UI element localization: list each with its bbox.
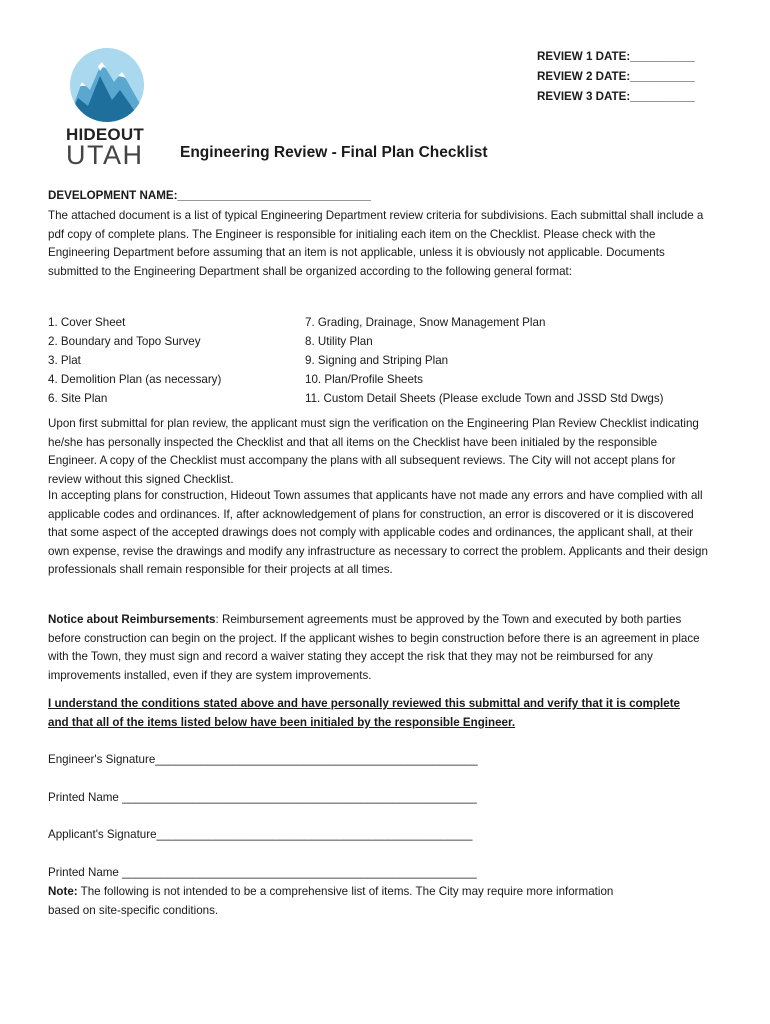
note-text: The following is not intended to be a comprehensive list of items. The City may require more information based on site-specific conditions.: [48, 885, 614, 917]
list-item: 6. Site Plan: [48, 392, 108, 405]
development-name-field: DEVELOPMENT NAME:______________________________: [48, 189, 371, 202]
list-item: 2. Boundary and Topo Survey: [48, 335, 201, 348]
applicant-signature-field: Applicant's Signature_________________________________________________: [48, 828, 473, 841]
applicant-printed-name-field: Printed Name _______________________________________________________: [48, 866, 477, 879]
hideout-utah-logo: [66, 46, 152, 168]
list-item: 1. Cover Sheet: [48, 316, 126, 329]
mountain-logo-icon: [68, 46, 146, 124]
first-submittal-paragraph: Upon first submittal for plan review, the applicant must sign the verification on the Engineering Plan Review Checklist indicating he/she has personally inspected the Checklist and that all items on the Checklist have been initialed by the responsible Engineer. A copy of the Checklist must accompany the plans with all subsequent reviews. The City will not accept plans for review without this signed Checklist.: [48, 417, 699, 486]
list-item: 7. Grading, Drainage, Snow Management Plan: [305, 316, 546, 329]
list-item: 9. Signing and Striping Plan: [305, 354, 449, 367]
accepting-plans-paragraph: In accepting plans for construction, Hideout Town assumes that applicants have not made any errors and have complied with all applicable codes and ordinances. If, after acknowledgement of plans for construction, an error is discovered or it is discovered that some aspect of the accepted drawings does not comply with applicable codes and ordinances, the applicant shall, at their own expense, revise the drawings and modify any infrastructure as necessary to correct the problem. Applicants and their design professionals shall remain responsible for their projects at all times.: [48, 489, 708, 577]
list-item: 4. Demolition Plan (as necessary): [48, 373, 222, 386]
list-item: 3. Plat: [48, 354, 81, 367]
reimbursement-label: Notice about Reimbursements: [48, 613, 216, 626]
review-3-date: REVIEW 3 DATE:__________: [537, 90, 695, 103]
reimbursement-notice: [48, 611, 708, 685]
page-title: Engineering Review - Final Plan Checklist: [180, 144, 488, 161]
engineer-printed-name-field: Printed Name _______________________________________________________: [48, 791, 477, 804]
plan-list-right: [305, 313, 664, 408]
review-dates: [537, 47, 695, 107]
review-1-date: REVIEW 1 DATE:__________: [537, 50, 695, 63]
review-2-date: REVIEW 2 DATE:__________: [537, 70, 695, 83]
list-item: 11. Custom Detail Sheets (Please exclude Town and JSSD Std Dwgs): [305, 392, 664, 405]
plan-list-left: [48, 313, 221, 408]
note-label: Note:: [48, 885, 78, 898]
logo-text-utah: UTAH: [66, 140, 144, 170]
note-paragraph: [48, 883, 638, 920]
acknowledgement-statement: I understand the conditions stated above and have personally reviewed this submittal and verify that it is complete and that all of the items listed below have been initialed by the responsible Engineer.: [48, 697, 681, 729]
intro-paragraph: The attached document is a list of typical Engineering Department review criteria for subdivisions. Each submittal shall include a pdf copy of complete plans. The Engineer is responsible for initialing each item on the Checklist. Please check with the Engineering Department before assuming that an item is not applicable, unless it is obviously not applicable. Documents submitted to the Engineering Department shall be organized according to the following general format:: [48, 209, 704, 278]
logo-text-hideout: HIDEOUT: [66, 125, 144, 144]
engineer-signature-field: Engineer's Signature__________________________________________________: [48, 753, 478, 766]
reimbursement-text: : Reimbursement agreements must be approved by the Town and executed by both parties before construction can begin on the project. If the applicant wishes to begin construction before there is an agreement in place with the Town, they must sign and record a waiver stating they accept the risk that they may not be reimbursed for any improvements installed, even if they are system improvements.: [48, 613, 700, 682]
list-item: 10. Plan/Profile Sheets: [305, 373, 423, 386]
list-item: 8. Utility Plan: [305, 335, 373, 348]
